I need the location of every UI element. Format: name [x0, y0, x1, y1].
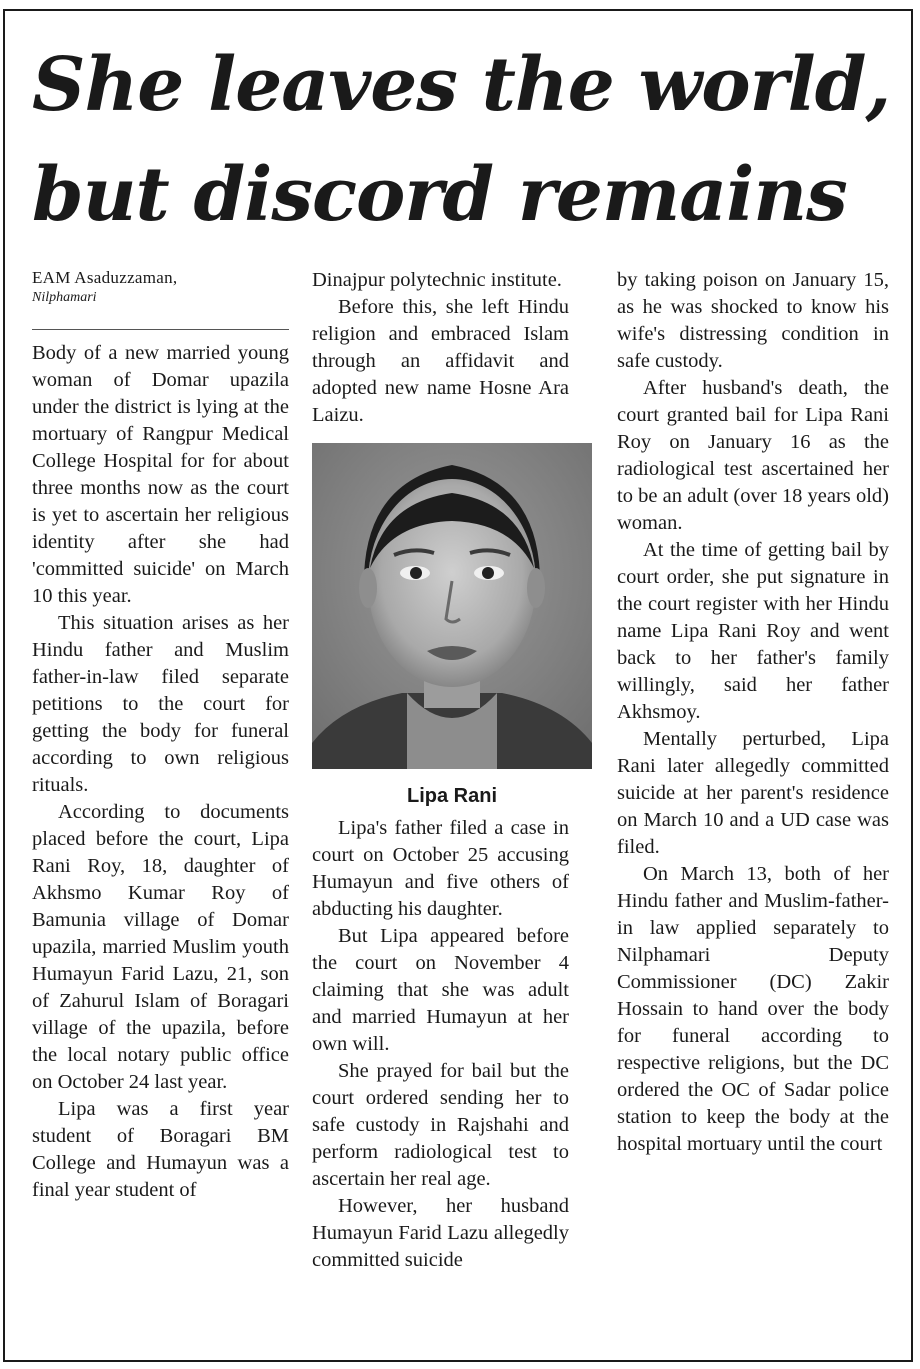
column-3 [617, 267, 889, 1158]
headline-line-1: She leaves the world, [32, 42, 891, 128]
paragraph: At the time of getting bail by court order, she put signature in the court register with her Hindu name Lipa Rani Roy and went back to her father's family willingly, said her father Akhsmoy. [617, 539, 889, 723]
paragraph: Lipa was a first year student of Boragari BM College and Humayun was a final year student of [32, 1098, 289, 1201]
paragraph: However, her husband Humayun Farid Lazu allegedly committed suicide [312, 1195, 569, 1271]
paragraph: by taking poison on January 15, as he was shocked to know his wife's distressing condition in safe custody. [617, 269, 889, 372]
headline-line-2: but discord remains [32, 152, 847, 238]
paragraph: Dinajpur polytechnic institute. [312, 269, 562, 291]
byline-place: Nilphamari [32, 290, 97, 305]
paragraph: After husband's death, the court granted bail for Lipa Rani Roy on January 16 as the radiological test ascertained her to be an adult (over 18 years old) woman. [617, 377, 889, 534]
paragraph: But Lipa appeared before the court on November 4 claiming that she was adult and married Humayun at her own will. [312, 925, 569, 1055]
paragraph: Before this, she left Hindu religion and embraced Islam through an affidavit and adopted new name Hosne Ara Laizu. [312, 296, 569, 426]
column-2 [312, 267, 569, 1274]
column-1 [32, 267, 289, 1204]
paragraph: This situation arises as her Hindu father and Muslim father-in-law filed separate petitions to the court for getting the body for funeral according to own religious rituals. [32, 612, 289, 796]
paragraph: On March 13, both of her Hindu father and Muslim-father-in law applied separately to Nilphamari Deputy Commissioner (DC) Zakir Hossain to hand over the body for funeral according to respective religions, but the DC ordered the OC of Sadar police station to keep the body at the hospital mortuary until the court [617, 863, 889, 1155]
byline-author: EAM Asaduzzaman, [32, 268, 178, 287]
paragraph: Body of a new married young woman of Domar upazila under the district is lying at the mortuary of Rangpur Medical College Hospital for for about three months now as the court is yet to ascertain her religious identity after she had 'committed suicide' on March 10 this year. [32, 342, 289, 607]
paragraph: She prayed for bail but the court ordered sending her to safe custody in Rajshahi and perform radiological test to ascertain her real age. [312, 1060, 569, 1190]
paragraph: Mentally perturbed, Lipa Rani later allegedly committed suicide at her parent's residence on March 10 and a UD case was filed. [617, 728, 889, 858]
byline [32, 267, 289, 330]
photo-caption: Lipa Rani [406, 785, 497, 807]
photo-figure [312, 443, 592, 809]
paragraph: According to documents placed before the court, Lipa Rani Roy, 18, daughter of Akhsmo Kumar Roy of Bamunia village of Domar upazila, married Muslim youth Humayun Farid Lazu, 21, son of Zahurul Islam of Boragari village of the upazila, before the local notary public office on October 24 last year. [32, 801, 289, 1093]
headline [32, 30, 902, 250]
portrait-photo [312, 443, 592, 769]
paragraph: Lipa's father filed a case in court on October 25 accusing Humayun and five others of abducting his daughter. [312, 817, 569, 920]
